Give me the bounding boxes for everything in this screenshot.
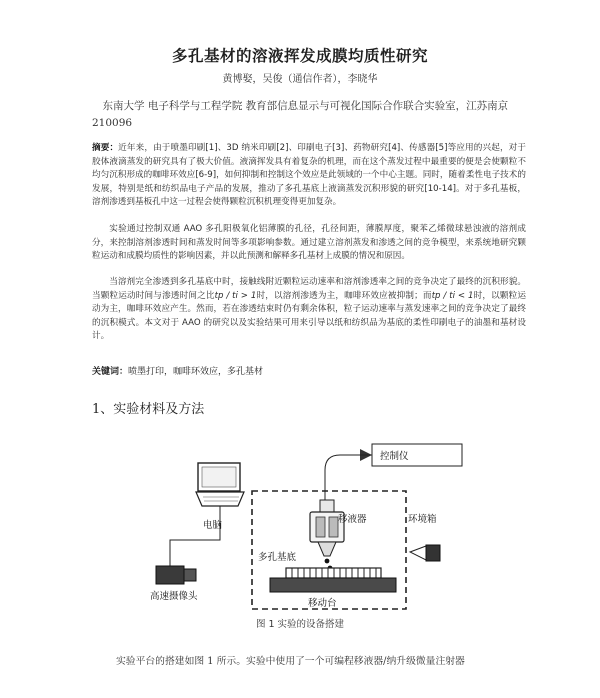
camera-body xyxy=(156,566,184,584)
section-heading: 1、实验材料及方法 xyxy=(92,402,205,417)
paper-authors: 黄博娶，吴俊（通信作者），李晓华 xyxy=(222,74,378,85)
stage-label: 移动台 xyxy=(308,598,337,609)
controller-cable xyxy=(325,455,372,500)
camera-lens xyxy=(184,569,196,581)
dispenser-label: 移液器 xyxy=(338,514,367,525)
para3-text-a: 当溶剂完全渗透到多孔基底中时，接触线附近颗粒运动速率和溶剂渗透率之间的竞争决定了最终的沉积形貌。当颗粒运动时间与渗透时间之比 xyxy=(92,277,526,301)
ratio-less: tp / ti < 1 xyxy=(431,290,474,301)
keywords-label: 关键词： xyxy=(92,367,129,377)
camera-label: 高速摄像头 xyxy=(150,591,198,602)
paper-title: 多孔基材的溶液挥发成膜均质性研究 xyxy=(171,47,428,65)
camera-cable xyxy=(170,506,220,566)
paragraph-method: 实验通过控制双通 AAO 多孔阳极氧化铝薄膜的孔径，孔径间距，薄膜厚度，聚苯乙烯微球悬浊液的溶剂成分，来控制溶剂渗透时间和蒸发时间等多项影响参数。通过建立溶剂蒸发和渗透之间的竞争模型，来系统地研究颗粒运动和成膜均质性的影响因素，并以此预测和解释多孔基材上成膜的情况和原因。 xyxy=(92,224,526,261)
environment-box-label: 环境箱 xyxy=(408,514,437,525)
para3-text-b: 时，以溶剂渗透为主，咖啡环效应被抑制；而 xyxy=(256,290,432,301)
light-source xyxy=(426,545,440,561)
paragraph-setup: 实验平台的搭建如图 1 所示。实验中使用了一个可编程移液器/纳升级微量注射器 xyxy=(116,656,465,667)
paper-affiliation: 东南大学 电子科学与工程学院 教育部信息显示与可视化国际合作联合实验室，江苏南京 210096 xyxy=(92,100,509,129)
moving-stage xyxy=(270,578,396,592)
keywords-text: 喷墨打印，咖啡环效应，多孔基材 xyxy=(128,367,264,377)
para3-text-c: 时，以颗粒运动为主，咖啡环效应产生。然而，若在渗透结束时仍有剩余体积，粒子运动速率与蒸发速率之间的竞争决定了最终的沉积模式。本文对于 AAO 的研究以及实验结果可用来引导以纸和纺织品为基底的柔性印刷电子的油墨和基材设计。 xyxy=(92,290,526,341)
substrate-label: 多孔基底 xyxy=(258,552,297,563)
controller-label: 控制仪 xyxy=(380,451,409,462)
abstract-label: 摘要： xyxy=(92,143,119,153)
figure-caption: 图 1 实验的设备搭建 xyxy=(255,619,345,630)
computer-label: 电脑 xyxy=(203,520,223,531)
abstract-text: 近年来，由于喷墨印刷[1]、3D 纳米印刷[2]、印刷电子[3]、药物研究[4]、传感器[5]等应用的兴起，对于胶体液滴蒸发的研究具有了极大价值。液滴挥发具有着复杂的机理，而在这个蒸发过程中最重要的便是会使颗粒不均匀沉积形成的咖啡环效应[6-9]，如何抑制和控制这个效应是此领域的一个中心主题。同时，随着柔性电子技术的发展，特别是纸和纺织品电子产品的发展，推动了多孔基底上液滴蒸发沉积形貌的研究[10-14]。对于多孔基板，溶剂渗透到基板孔中这一过程会使得颗粒沉积机理变得更加复杂。 xyxy=(92,143,526,207)
ratio-greater: tp / ti > 1 xyxy=(214,290,257,301)
droplet xyxy=(325,559,330,564)
light-source-cone xyxy=(410,546,426,560)
computer-keyboard xyxy=(196,492,244,506)
dispenser-tip xyxy=(318,542,336,556)
